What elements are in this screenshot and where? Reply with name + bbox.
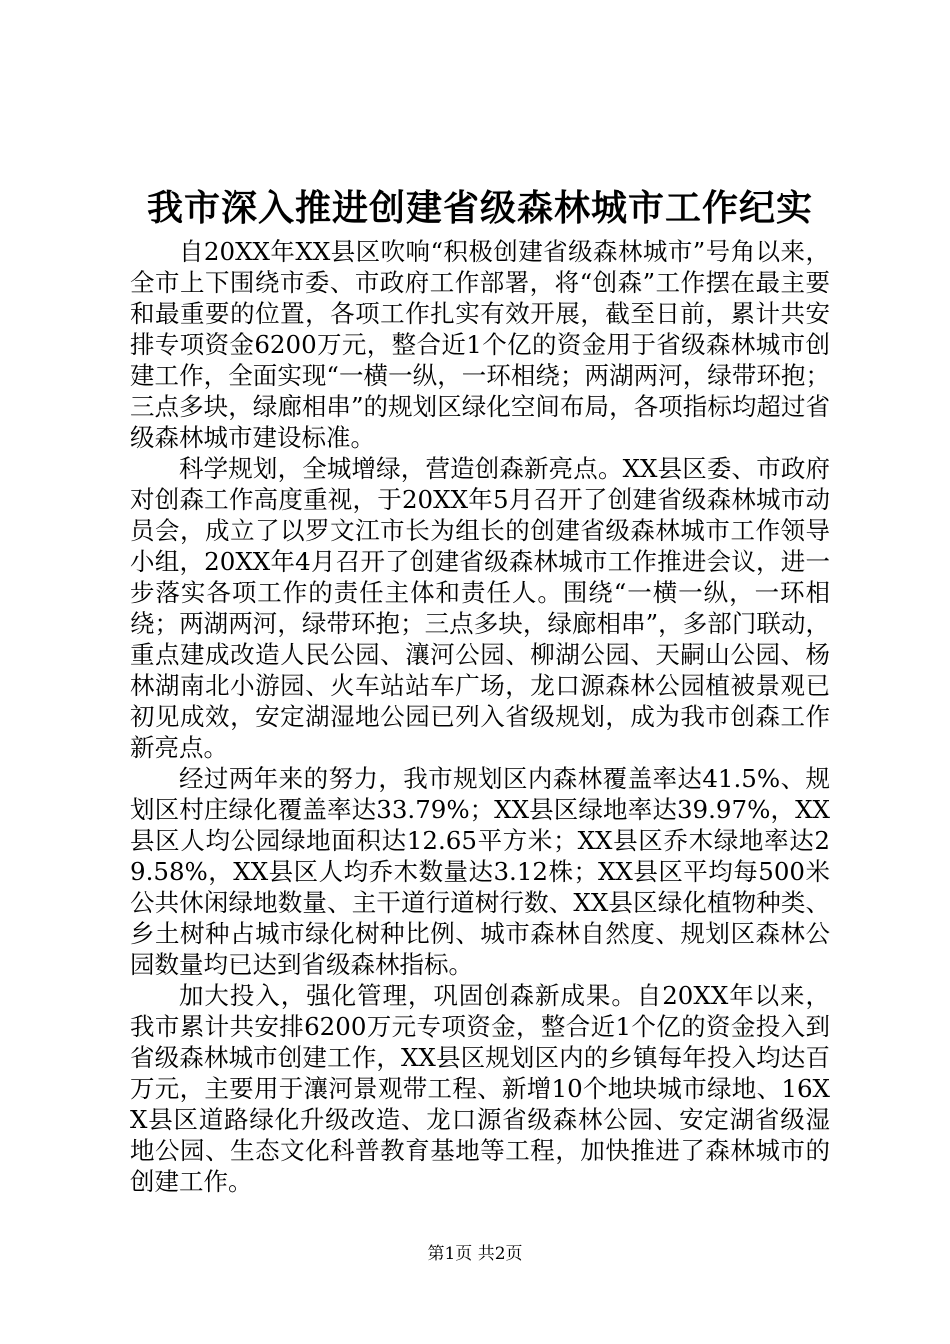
paragraph-investment: 加大投入，强化管理，巩固创森新成果。自20XX年以来，我市累计共安排6200万元专项资金，整合近1个亿的资金投入到省级森林城市创建工作，XX县区规划区内的乡镇每年投入均达百万元，主要用于瀼河景观带工程、新增10个地块城市绿地、16XX县区道路绿化升级改造、龙口源省级森林公园、安定湖省级湿地公园、生态文化科普教育基地等工程，加快推进了森林城市的创建工作。 [130, 981, 830, 1196]
document-title: 我市深入推进创建省级森林城市工作纪实 [146, 187, 813, 229]
paragraph-planning: 科学规划，全城增绿，营造创森新亮点。XX县区委、市政府对创森工作高度重视，于20XX年5月召开了创建省级森林城市动员会，成立了以罗文江市长为组长的创建省级森林城市工作领导小组，20XX年4月召开了创建省级森林城市工作推进会议，进一步落实各项工作的责任主体和责任人。围绕“一横一纵，一环相绕；两湖两河，绿带环抱；三点多块，绿廊相串”，多部门联动，重点建成改造人民公园、瀼河公园、柳湖公园、天嗣山公园、杨林湖南北小游园、火车站站车广场，龙口源森林公园植被景观已初见成效，安定湖湿地公园已列入省级规划，成为我市创森工作新亮点。 [130, 454, 830, 762]
paragraph-results: 经过两年来的努力，我市规划区内森林覆盖率达41.5%、规划区村庄绿化覆盖率达33.79%；XX县区绿地率达39.97%，XX县区人均公园绿地面积达12.65平方米；XX县区乔木绿地率达29.58%，XX县区人均乔木数量达3.12株；XX县区平均每500米公共休闲绿地数量、主干道行道树行数、XX县区绿化植物种类、乡土树种占城市绿化树种比例、城市森林自然度、规划区森林公园数量均已达到省级森林指标。 [130, 764, 830, 979]
document-body [130, 236, 830, 1197]
page-number-footer: 第1页 共2页 [427, 1244, 523, 1264]
paragraph-intro: 自20XX年XX县区吹响“积极创建省级森林城市”号角以来，全市上下围绕市委、市政府工作部署，将“创森”工作摆在最主要和最重要的位置，各项工作扎实有效开展，截至日前，累计共安排专项资金6200万元，整合近1个亿的资金用于省级森林城市创建工作，全面实现“一横一纵，一环相绕；两湖两河，绿带环抱；三点多块，绿廊相串”的规划区绿化空间布局，各项指标均超过省级森林城市建设标准。 [130, 237, 830, 452]
